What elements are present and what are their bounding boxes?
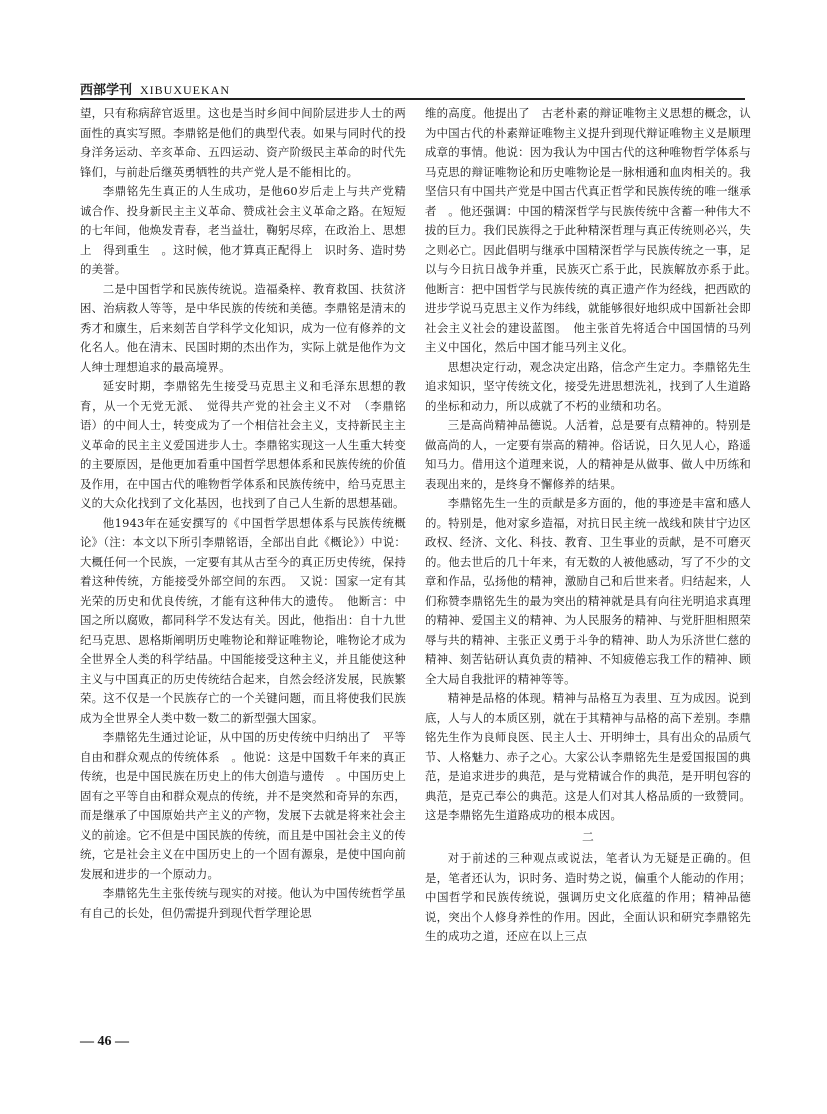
journal-title-en: XIBUXUEKAN [140,83,231,97]
header-rule [80,98,745,100]
paragraph: 李鼎铭先生真正的人生成功，是他60岁后走上与共产党精诚合作、投身新民主主义革命、赞成社会主义革命之路。在短短的七年间，他焕发青春，老当益壮，鞠躬尽瘁，在政治上、思想上 得到重生 。这时候，他才算真正配得上 识时务、造时势 的美誉。 [80,184,418,276]
paragraph: 二是中国哲学和民族传统说。造福桑梓、教育救国、扶贫济困、治病救人等等，是中华民族的传统和美德。李鼎铭是清末的秀才和廪生，后来刻苦自学科学文化知识，成为一位有修养的文化名人。他在清末、民国时期的杰出作为，实际上就是他作为文人绅士理想追求的最高境界。 [80,281,406,374]
paragraph: 精神是品格的体现。精神与品格互为表里、互为成因。说到底，人与人的本质区别，就在于其精神与品格的高下差别。李鼎铭先生作为良师良医、民主人士、开明绅士，具有出众的品质气节、人格魅力、赤子之心。大家公认李鼎铭先生是爱国报国的典范，是追求进步的典范，是与党精诚合作的典范，是开明包容的典范，是克己奉公的典范。这是人们对其人格品质的一致赞同。这是李鼎铭先生道路成功的根本成因。 [425,691,751,822]
page-number: — 46 — [80,1034,129,1049]
right-column [425,104,763,1028]
paragraph: 维的高度。他提出了 古老朴素的辩证唯物主义思想的概念，认为中国古代的朴素辩证唯物主义提升到现代辩证唯物主义是顺理成章的事情。他说：因为我认为中国古代的这种唯物哲学体系与马克思的辩证唯物论和历史唯物论是一脉相通和血肉相关的。我坚信只有中国共产党是中国古代真正哲学和民族传统的唯一继承者 。他还强调：中国的精深哲学与民族传统中含蓄一种伟大不拔的巨力。我们民族得之于此种精深哲理与真正传统则必兴，失之则必亡。因此倡明与继承中国精深哲学与民族传统之一事，足以与今日抗日战争并重，民族灭亡系于此，民族解放亦系于此。 他断言：把中国哲学与民族传统的真正遗产作为经线，把西欧的进步学说马克思主义作为纬线，就能够很好地织成中国新社会即社会主义社会的建设蓝图。 他主张首先将适合中国国情的马列主义中国化，然后中国才能马列主义化。 [425,106,763,354]
section-heading: 二 [582,829,594,844]
paragraph: 李鼎铭先生一生的贡献是多方面的，他的事迹是丰富和感人的。特别是，他对家乡造福，对抗日民主统一战线和陕甘宁边区政权、经济、文化、科技、教育、卫生事业的贡献，是不可磨灭的。他去世后的几十年来，有无数的人被他感动，写了不少的文章和作品，弘扬他的精神，激励自己和后世来者。归结起来，人们称赞李鼎铭先生的最为突出的精神就是具有向往光明追求真理的精神、爱国主义的精神、为人民服务的精神、与党肝胆相照荣辱与共的精神、主张正义勇于斗争的精神、助人为乐济世仁慈的精神、刻苦钻研认真负责的精神、不知疲倦忘我工作的精神、顾全大局自我批评的精神等等。 [425,496,751,686]
paragraph: 李鼎铭先生主张传统与现实的对接。他认为中国传统哲学虽有自己的长处，但仍需提升到现代哲学理论思 [80,886,406,920]
paragraph: 李鼎铭先生通过论证，从中国的历史传统中归纳出了 平等自由和群众观点的传统体系 。他说：这是中国数千年来的真正传统，也是中国民族在历史上的伟大创造与遗传 。中国历史上固有之平等自由和群众观点的传统，并不是突然和奇异的东西，而是继承了中国原始共产主义的产物，发展下去就是将来社会主义的前途。它不但是中国民族的传统，而且是中国社会主义的传统，它是社会主义在中国历史上的一个固有源泉，是使中国向前发展和进步的一个原动力。 [80,730,406,881]
paragraph: 对于前述的三种观点或说法，笔者认为无疑是正确的。但是，笔者还认为，识时务、造时势之说，偏重个人能动的作用；中国哲学和民族传统说，强调历史文化底蕴的作用；精神品德说，突出个人修身养性的作用。因此，全面认识和研究李鼎铭先生的成功之道，还应在以上三点 [425,851,751,943]
running-header [80,76,745,98]
paragraph: 他1943年在延安撰写的《中国哲学思想体系与民族传统概论》（注：本文以下所引李鼎铭语，全部出自此《概论》）中说：大概任何一个民族，一定要有其从古至今的真正历史传统，保持着这种传统，方能接受外部空间的东西。 又说：国家一定有其光荣的历史和优良传统，才能有这种伟大的遗传。 他断言：中国之所以腐败，都同科学不发达有关。因此，他指出：自十九世纪马克思、恩格斯阐明历史唯物论和辩证唯物论，唯物论才成为全世界全人类的科学结晶。中国能接受这种主义，并且能使这种主义与中国真正的历史传统结合起来，自然会经济发展，民族繁荣。这不仅是一个民族存亡的一个关键问题，而且将使我们民族成为全世界全人类中数一数二的新型强大国家。 [80,515,406,725]
paragraph: 望，只有称病辞官返里。这也是当时乡间中间阶层进步人士的两面性的真实写照。李鼎铭是他们的典型代表。如果与同时代的投身洋务运动、辛亥革命、五四运动、资产阶级民主革命的时代先锋们，与前赴后继英勇牺牲的共产党人是不能相比的。 [80,106,406,179]
journal-title-cn: 西部学刊 [80,83,133,98]
paragraph: 三是高尚精神品德说。人活着，总是要有点精神的。特别是做高尚的人，一定要有崇高的精神。俗话说，日久见人心，路遥知马力。借用这个道理来说，人的精神是从做事、做人中历练和表现出来的，是终身不懈修养的结果。 [425,418,751,491]
paragraph: 延安时期，李鼎铭先生接受马克思主义和毛泽东思想的教育，从一个无党无派、 觉得共产党的社会主义不对 （李鼎铭语）的中间人士，转变成为了一个相信社会主义，支持新民主主义革命的民主主义爱国进步人士。李鼎铭实现这一人生重大转变的主要原因，是他更加看重中国哲学思想体系和民族传统的价值及作用，在中国古代的唯物哲学体系和民族传统中，给马克思主义的大众化找到了文化基因，也找到了自己人生新的思想基础。 [80,379,406,510]
paragraph: 思想决定行动，观念决定出路，信念产生定力。李鼎铭先生追求知识，坚守传统文化，接受先进思想洗礼，找到了人生道路的坐标和动力，所以成就了不朽的业绩和功名。 [425,359,751,413]
left-column [80,104,418,1028]
